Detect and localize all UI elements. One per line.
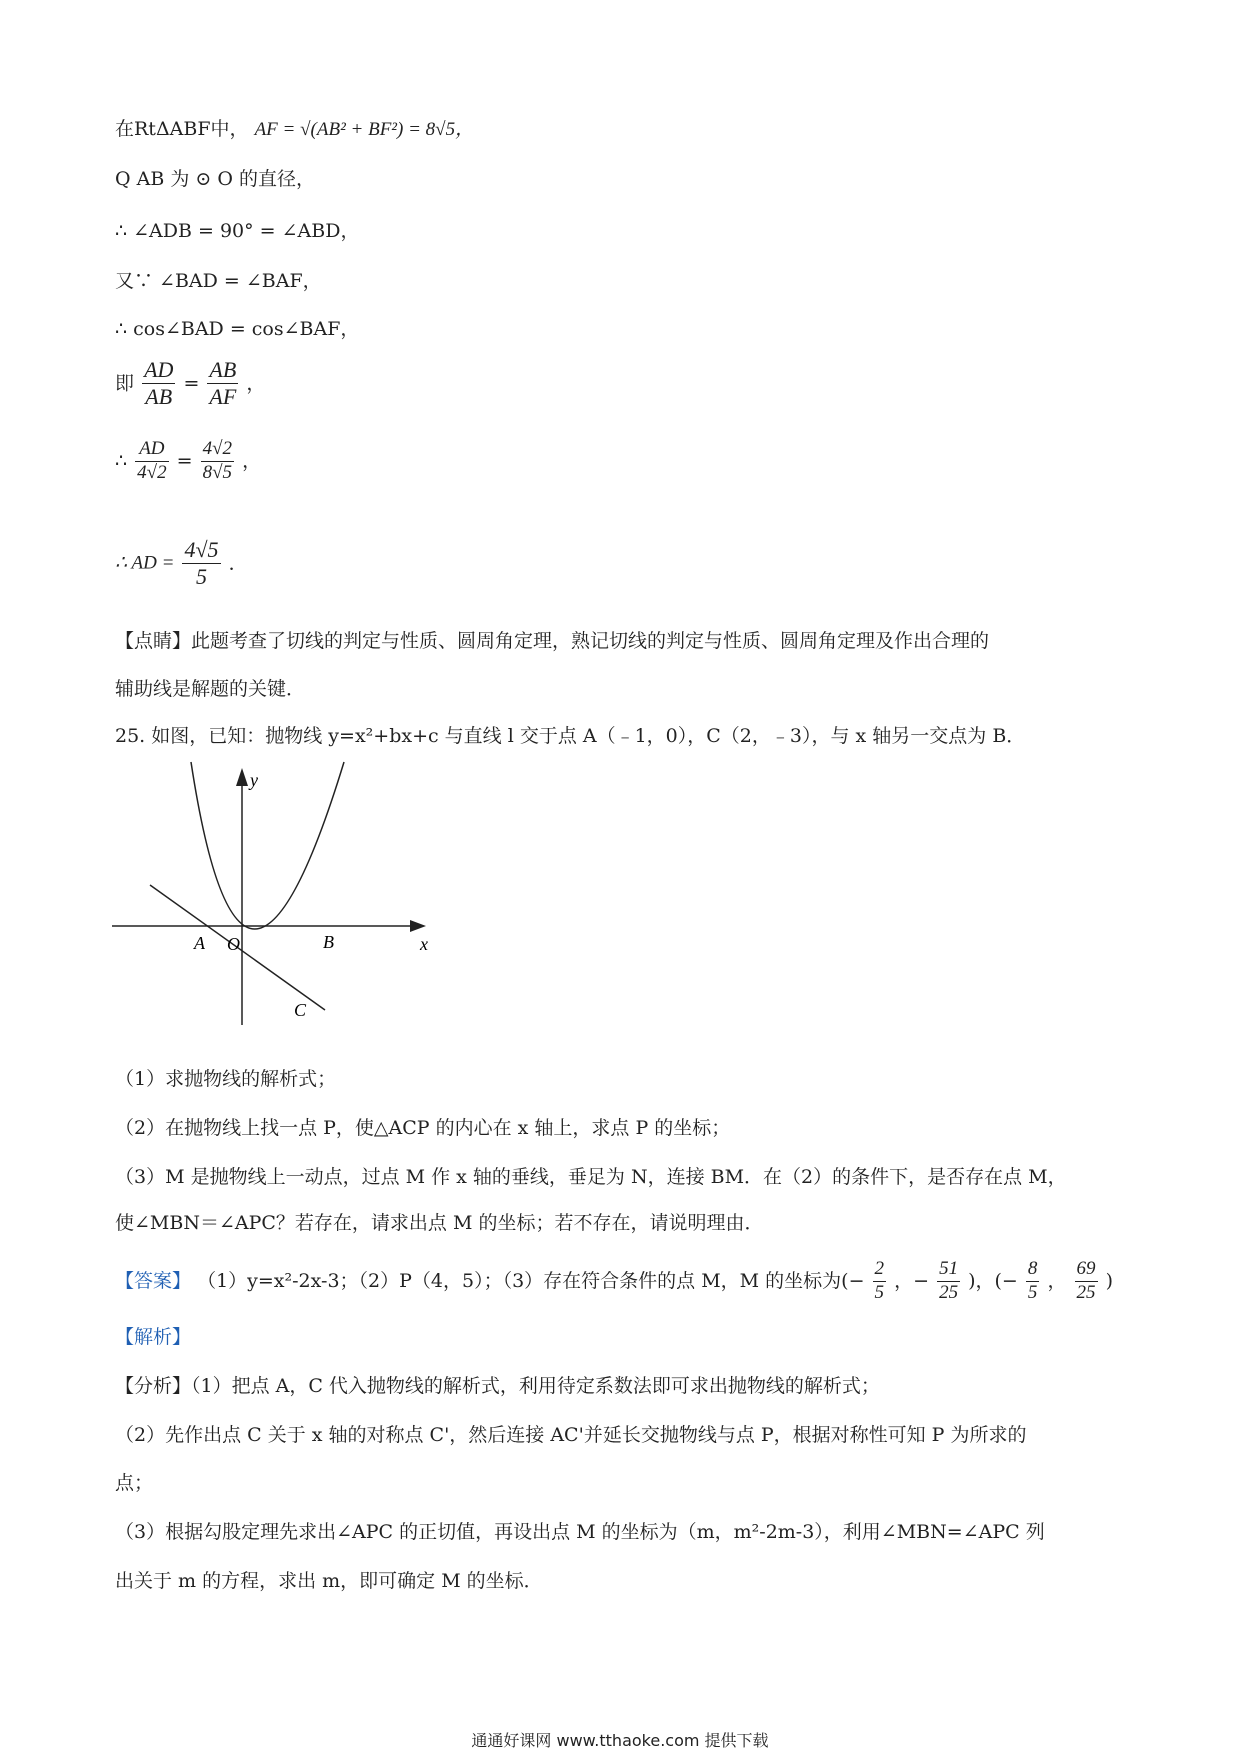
fraction-4root2-8root5 <box>201 438 234 485</box>
fraction-numerator: 51 <box>937 1258 960 1282</box>
analysis-2a: （2）先作出点 C 关于 x 轴的对称点 C'，然后连接 AC'并延长交抛物线与点 P，根据对称性可知 P 为所求的 <box>115 1424 1027 1446</box>
page-footer: 通通好课网 www.tthaoke.com 提供下载 <box>471 1731 769 1750</box>
close-paren: ) <box>1105 1269 1113 1292</box>
separator: ，− <box>894 1269 930 1292</box>
af-formula: AF = √(AB² + BF²) = 8√5， <box>254 119 475 140</box>
solution-line-2: Q AB 为 ⊙ O 的直径， <box>115 168 315 190</box>
question-3a: （3）M 是抛物线上一动点，过点 M 作 x 轴的垂线，垂足为 N，连接 BM．在（2）的条件下，是否存在点 M， <box>115 1166 1067 1188</box>
problem-stem: 25. 如图，已知：抛物线 y=x²+bx+c 与直线 l 交于点 A（﹣1，0），C（2，﹣3），与 x 轴另一交点为 B． <box>115 725 1026 747</box>
fraction-denominator: 25 <box>939 1281 959 1303</box>
analysis-3a: （3）根据勾股定理先求出∠APC 的正切值，再设出点 M 的坐标为（m，m²-2m-3），利用∠MBN=∠APC 列 <box>115 1521 1045 1543</box>
dianjing-line-1: 【点睛】此题考查了切线的判定与性质、圆周角定理，熟记切线的判定与性质、圆周角定理及作出合理的 <box>115 630 990 652</box>
rt-triangle-text: 在RtΔABF中， <box>115 118 249 140</box>
origin-label: O <box>227 934 240 954</box>
solution-line-7 <box>115 438 261 485</box>
fraction-denominator: 5 <box>195 564 207 590</box>
y-axis-arrow <box>236 768 248 786</box>
x-axis-arrow <box>410 920 426 932</box>
fraction-numerator: AD <box>135 438 168 462</box>
parabola-curve <box>191 762 344 929</box>
answer-line <box>115 1258 1113 1305</box>
therefore-sign: ∴ <box>115 449 128 472</box>
solution-line-6 <box>115 357 265 411</box>
dianjing-line-2: 辅助线是解题的关键． <box>115 678 306 700</box>
solution-line-3: ∴ ∠ADB = 90° = ∠ABD， <box>115 220 360 242</box>
solution-line-5: ∴ cos∠BAD = cos∠BAF， <box>115 318 360 340</box>
jiexi-tag: 【解析】 <box>115 1326 192 1348</box>
analysis-1: 【分析】（1）把点 A，C 代入抛物线的解析式，利用待定系数法即可求出抛物线的解析式； <box>115 1375 880 1397</box>
solution-line-1 <box>115 118 474 142</box>
solution-line-4: 又∵ ∠BAD = ∠BAF， <box>115 270 322 292</box>
fraction-denominator: 5 <box>874 1281 885 1303</box>
point-b-label: B <box>323 932 334 952</box>
point-c-label: C <box>294 1000 307 1020</box>
separator: ， <box>1047 1269 1067 1292</box>
fraction-8-5 <box>1026 1258 1040 1305</box>
fraction-denominator: 4√2 <box>137 461 167 483</box>
period: ． <box>228 552 248 575</box>
x-label: x <box>420 934 428 954</box>
fraction-denominator: AB <box>145 384 173 410</box>
fraction-2-5 <box>873 1258 887 1305</box>
fraction-numerator: 69 <box>1075 1258 1098 1282</box>
fraction-69-25 <box>1075 1258 1098 1305</box>
fraction-numerator: AD <box>142 357 175 384</box>
fraction-ad-ab <box>142 357 175 411</box>
question-3b: 使∠MBN＝∠APC？若存在，请求出点 M 的坐标；若不存在，请说明理由． <box>115 1212 764 1234</box>
separator: )，(− <box>968 1269 1018 1292</box>
solution-line-8 <box>115 537 248 591</box>
fraction-denominator: 25 <box>1076 1281 1096 1303</box>
equals-sign: = <box>176 449 193 472</box>
answer-text: （1）y=x²-2x-3；（2）P（4，5）；（3）存在符合条件的点 M，M 的坐标为(− <box>197 1269 865 1292</box>
fraction-numerator: AB <box>207 357 238 384</box>
fraction-numerator: 4√2 <box>201 438 234 462</box>
point-a-label: A <box>194 933 205 953</box>
analysis-3b: 出关于 m 的方程，求出 m，即可确定 M 的坐标． <box>115 1570 543 1592</box>
question-2: （2）在抛物线上找一点 P，使△ACP 的内心在 x 轴上，求点 P 的坐标； <box>115 1117 731 1139</box>
comma: ， <box>246 372 266 395</box>
fraction-denominator: 5 <box>1027 1281 1038 1303</box>
comma: ， <box>242 449 262 472</box>
question-1: （1）求抛物线的解析式； <box>115 1068 337 1090</box>
fraction-denominator: AF <box>209 384 237 410</box>
fraction-ab-af <box>207 357 238 411</box>
y-label: y <box>250 770 258 790</box>
answer-tag: 【答案】 <box>115 1269 192 1292</box>
fraction-51-25 <box>937 1258 960 1305</box>
fraction-ad-4root2 <box>135 438 168 485</box>
ad-equals: ∴ AD = <box>115 552 175 574</box>
fraction-numerator: 8 <box>1026 1258 1040 1282</box>
fraction-numerator: 4√5 <box>182 537 220 564</box>
fraction-numerator: 2 <box>873 1258 887 1282</box>
fraction-denominator: 8√5 <box>202 461 233 483</box>
parabola-figure <box>110 760 450 1040</box>
fraction-4root5-5 <box>182 537 220 591</box>
equals-sign: = <box>183 372 200 395</box>
ji-text: 即 <box>115 372 135 395</box>
analysis-2b: 点； <box>115 1472 154 1494</box>
